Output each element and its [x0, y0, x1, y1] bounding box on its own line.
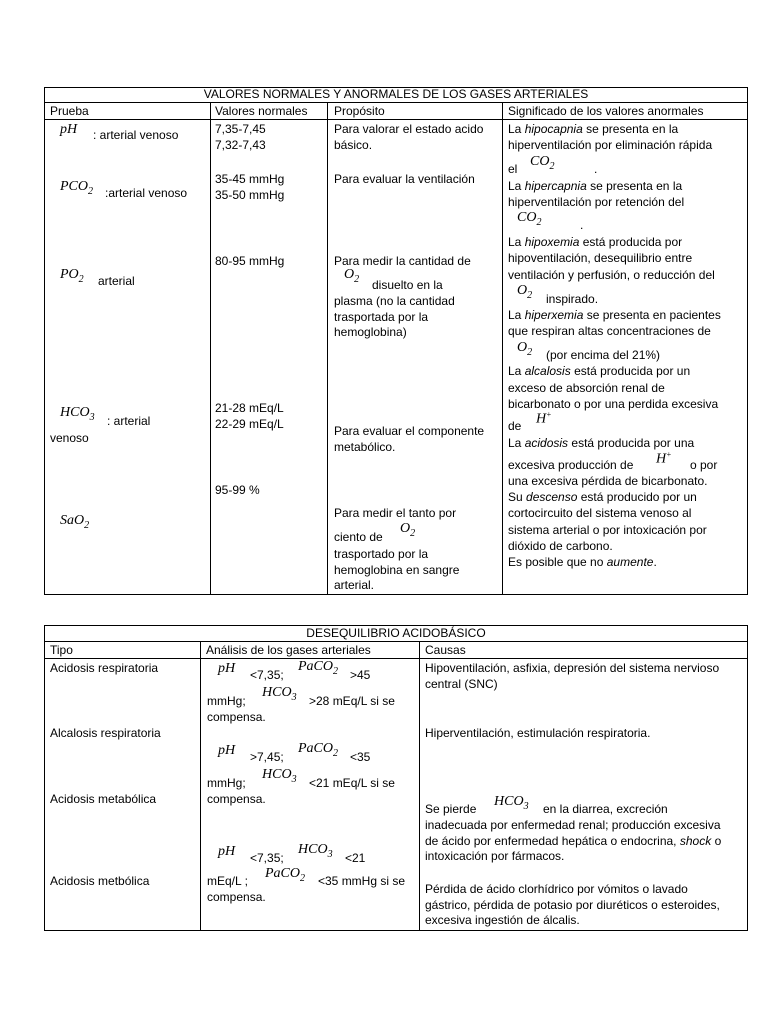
ph-value-arterial: 7,35-7,45 [215, 122, 266, 136]
po2-label: arterial [98, 274, 135, 288]
meaning-aumente: Es posible que no aumente. [508, 555, 657, 569]
meaning-hipercapnia: La hipercapnia se presenta en la [508, 179, 683, 193]
meaning-inspirado: inspirado. [546, 292, 599, 306]
r2-hco3-symbol: $HCO_3$ [262, 767, 297, 785]
r2-ph-value: >7,45; [250, 750, 284, 764]
type-acidosis-metabolica: Acidosis metabólica [50, 792, 157, 806]
meaning-h-symbol-2: H+ [656, 450, 672, 467]
r1-hco3-symbol: $HCO_3$ [262, 685, 297, 703]
header-valores-normales: Valores normales [215, 104, 308, 118]
r1-unit: mmHg; [207, 694, 246, 708]
sao2-purpose-c: trasportado por la hemoglobina en sangre arterial. [334, 547, 460, 593]
r1-ph-symbol: pH [218, 661, 236, 676]
r2-unit: mmHg; [207, 776, 246, 790]
sao2-purpose-b: ciento de [334, 530, 383, 544]
hco3-purpose: Para evaluar el componente metabólico. [334, 424, 485, 454]
r1-paco2-value: >45 [350, 668, 371, 682]
header-tipo: Tipo [50, 643, 73, 657]
sao2-value: 95-99 % [215, 483, 260, 497]
type-acidosis-respiratoria: Acidosis respiratoria [50, 661, 159, 675]
hco3-symbol: $HCO_3$ [60, 405, 95, 423]
r2-tail: compensa. [207, 792, 266, 806]
pco2-value-venoso: 35-50 mmHg [215, 188, 285, 202]
r3-tail: compensa. [207, 890, 266, 904]
pco2-label: :arterial venoso [105, 186, 188, 200]
ph-symbol: pH [60, 122, 78, 137]
r1-tail: compensa. [207, 710, 266, 724]
meaning-alcalosis-l2: exceso de absorción renal de [508, 381, 665, 395]
po2-symbol: $PO_2$ [60, 267, 84, 285]
r3-paco2-value: <35 mmHg si se [318, 874, 406, 888]
pco2-symbol: $PCO_2$ [60, 179, 93, 197]
po2-value: 80-95 mmHg [215, 254, 285, 268]
hco3-value-venoso: 22-29 mEq/L [215, 417, 284, 431]
header-proposito: Propósito [334, 104, 385, 118]
po2-purpose-c: plasma (no la cantidad trasportada por la hemoglobina) [334, 294, 455, 340]
meaning-descenso-l4: dióxido de carbono. [508, 539, 613, 553]
meaning-acidosis: La acidosis está producida por una [508, 436, 695, 450]
meaning-hipercapnia-l2: hiperventilación por retención del [508, 195, 685, 209]
cause-3-rest: inadecuada por enfermedad renal; producción excesiva de ácido por enfermedad hepática o endocrina, shock o intoxicación por fármacos. [425, 818, 722, 864]
meaning-dot-2: . [580, 218, 584, 232]
meaning-hiperxemia-l2: que respiran altas concentraciones de [508, 324, 711, 338]
r3-hco3-symbol: $HCO_3$ [298, 842, 333, 860]
po2-purpose-a: Para medir la cantidad de [334, 254, 471, 268]
meaning-hipocapnia-l2: hiperventilación por eliminación rápida [508, 138, 713, 152]
header-analisis: Análisis de los gases arteriales [206, 643, 371, 657]
meaning-hipocapnia: La hipocapnia se presenta en la [508, 122, 679, 136]
meaning-encima: (por encima del 21%) [546, 348, 661, 362]
r3-ph-symbol: pH [218, 844, 236, 859]
meaning-co2-symbol-1: $CO_2$ [530, 154, 555, 172]
header-significado: Significado de los valores anormales [508, 104, 704, 118]
pco2-purpose: Para evaluar la ventilación [334, 172, 475, 186]
po2-purpose-b: disuelto en la [372, 278, 443, 292]
meaning-acidosis-l2: excesiva producción de [508, 458, 634, 472]
ph-value-venoso: 7,32-7,43 [215, 138, 266, 152]
cause-1: Hipoventilación, asfixia, depresión del sistema nervioso central (SNC) [425, 661, 720, 691]
table-1-title: VALORES NORMALES Y ANORMALES DE LOS GASES ARTERIALES [203, 87, 589, 101]
type-alcalosis-respiratoria: Alcalosis respiratoria [50, 726, 161, 740]
hco3-label-venoso: venoso [50, 431, 89, 445]
meaning-de: de [508, 419, 522, 433]
table-2-title: DESEQUILIBRIO ACIDOBÁSICO [306, 626, 486, 640]
meaning-alcalosis: La alcalosis está producida por un [508, 364, 691, 378]
cause-2: Hiperventilación, estimulación respiratoria. [425, 726, 651, 740]
r3-hco3-value: <21 [345, 851, 366, 865]
cause-3-post: en la diarrea, excreción [543, 802, 668, 816]
r1-paco2-symbol: PaCO$_2$ [298, 659, 338, 677]
meaning-descenso-l2: cortocircuito del sistema venoso al [508, 506, 692, 520]
r1-hco3-value: >28 mEq/L si se [309, 694, 395, 708]
type-acidosis-metbolica: Acidosis metbólica [50, 874, 150, 888]
po2-purpose-o2: $O_2$ [344, 267, 360, 285]
meaning-hipocapnia-l3: el [508, 162, 518, 176]
hco3-label: : arterial [107, 414, 151, 428]
r2-paco2-value: <35 [350, 750, 371, 764]
cause-3-pre: Se pierde [425, 802, 477, 816]
meaning-co2-symbol-2: $CO_2$ [517, 210, 542, 228]
meaning-alcalosis-l3: bicarbonato o por una perdida excesiva [508, 397, 719, 411]
cause-3-hco3-symbol: $HCO_3$ [494, 794, 529, 812]
r2-paco2-symbol: PaCO$_2$ [298, 741, 338, 759]
r3-ph-value: <7,35; [250, 851, 284, 865]
meaning-descenso-l3: sistema arterial o por intoxicación por [508, 523, 707, 537]
sao2-purpose-o2: $O_2$ [400, 521, 416, 539]
r2-hco3-value: <21 mEq/L si se [309, 776, 395, 790]
meaning-hipoxemia-l2: hipoventilación, desequilibrio entre [508, 251, 693, 265]
sao2-purpose-a: Para medir el tanto por [334, 506, 457, 520]
ph-label: : arterial venoso [93, 128, 179, 142]
meaning-hipoxemia: La hipoxemia está producida por [508, 235, 683, 249]
meaning-o2-symbol-1: $O_2$ [517, 283, 533, 301]
meaning-h-symbol-1: H+ [536, 410, 552, 427]
pco2-value-arterial: 35-45 mmHg [215, 172, 285, 186]
hco3-value-arterial: 21-28 mEq/L [215, 401, 284, 415]
meaning-o-por: o por [690, 458, 718, 472]
r2-ph-symbol: pH [218, 743, 236, 758]
meaning-dot-1: . [594, 162, 598, 176]
r3-unit: mEq/L ; [207, 874, 248, 888]
header-prueba: Prueba [50, 104, 89, 118]
meaning-descenso: Su descenso está producido por un [508, 490, 697, 504]
meaning-o2-symbol-2: $O_2$ [517, 340, 533, 358]
ph-purpose: Para valorar el estado acido básico. [334, 122, 484, 152]
sao2-symbol: SaO$_2$ [60, 513, 90, 531]
meaning-acidosis-l3: una excesiva pérdida de bicarbonato. [508, 474, 708, 488]
meaning-hipoxemia-l3: ventilación y perfusión, o reducción del [508, 268, 715, 282]
meaning-hiperxemia: La hiperxemia se presenta en pacientes [508, 308, 721, 322]
r3-paco2-symbol: PaCO$_2$ [265, 866, 305, 884]
cause-4: Pérdida de ácido clorhídrico por vómitos o lavado gástrico, pérdida de potasio por diuréticos o esteroides, excesiva ingestión de álcalis. [425, 882, 720, 928]
r1-ph-value: <7,35; [250, 668, 284, 682]
header-causas: Causas [425, 643, 466, 657]
